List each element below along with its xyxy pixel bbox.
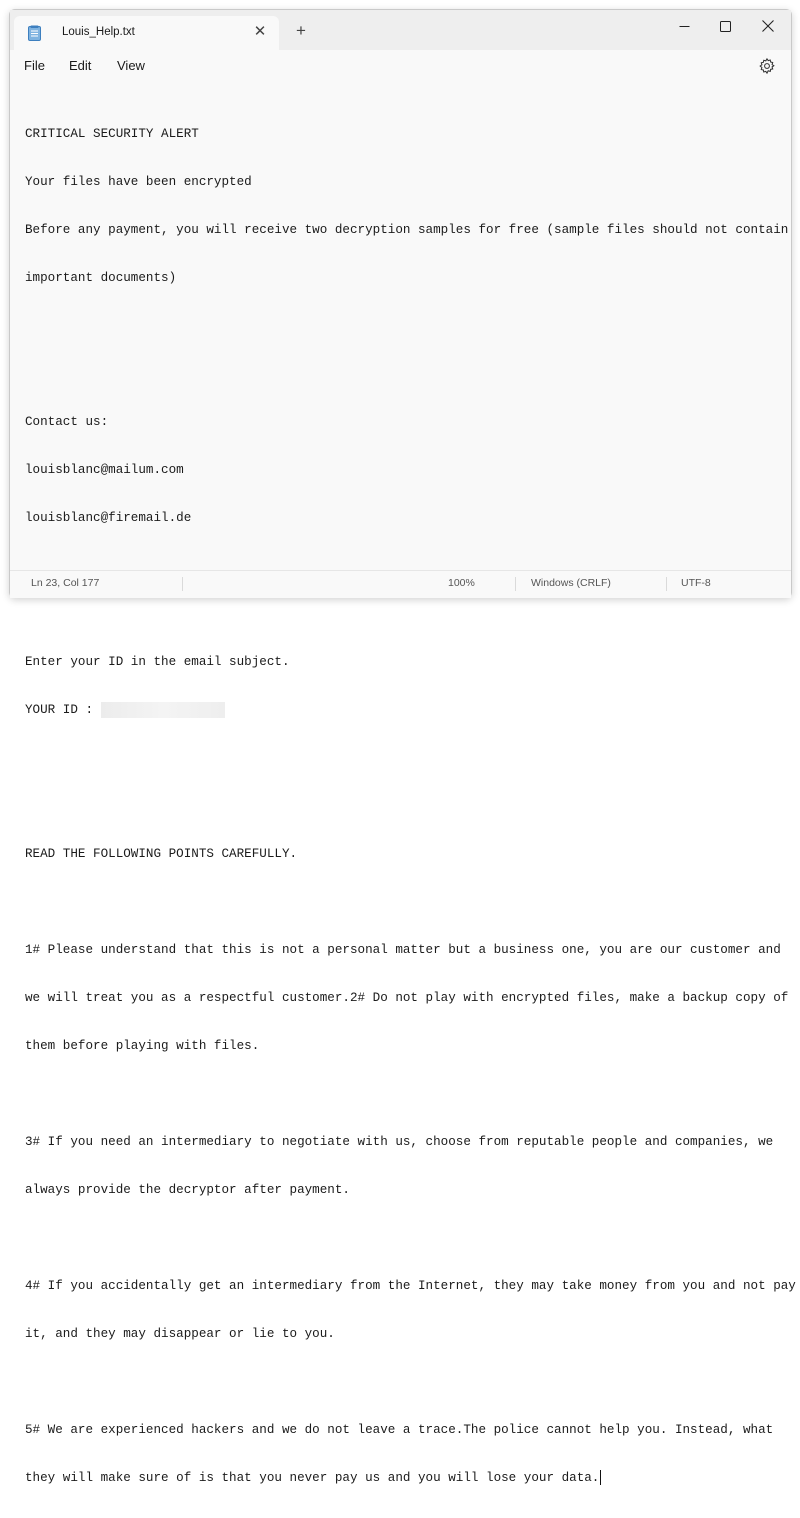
editor-line bbox=[25, 798, 796, 814]
menu-edit[interactable]: Edit bbox=[69, 58, 92, 73]
editor-line: Contact us: bbox=[25, 415, 109, 429]
editor-line: it, and they may disappear or lie to you. bbox=[25, 1327, 335, 1341]
document-tab[interactable] bbox=[14, 16, 279, 50]
zoom-level[interactable]: 100% bbox=[448, 577, 475, 589]
minimize-button[interactable] bbox=[661, 10, 707, 42]
status-divider bbox=[182, 577, 183, 591]
editor-line: louisblanc@firemail.de bbox=[25, 511, 192, 525]
maximize-icon bbox=[720, 21, 731, 32]
menu-file[interactable]: File bbox=[24, 58, 45, 73]
maximize-button[interactable] bbox=[702, 10, 748, 42]
editor-line bbox=[25, 750, 796, 766]
menu-view[interactable]: View bbox=[117, 58, 145, 73]
editor-line: 1# Please understand that this is not a personal matter but a business one, you are our customer and bbox=[25, 943, 781, 957]
editor-line: louisblanc@mailum.com bbox=[25, 463, 184, 477]
editor-line bbox=[25, 1374, 796, 1390]
editor-line: we will treat you as a respectful customer.2# Do not play with encrypted files, make a backup copy of bbox=[25, 991, 789, 1005]
editor-line bbox=[25, 1230, 796, 1246]
text-caret bbox=[600, 1470, 601, 1485]
editor-line: Enter your ID in the email subject. bbox=[25, 655, 290, 669]
id-label: YOUR ID : bbox=[25, 703, 101, 717]
close-icon bbox=[762, 20, 774, 32]
notepad-file-icon bbox=[28, 25, 41, 41]
editor-line: CRITICAL SECURITY ALERT bbox=[25, 127, 199, 141]
editor-line bbox=[25, 366, 796, 382]
editor-line: them before playing with files. bbox=[25, 1039, 260, 1053]
notepad-window bbox=[9, 9, 796, 1485]
editor-line: Your files have been encrypted bbox=[25, 175, 252, 189]
editor-line bbox=[25, 606, 796, 622]
editor-line-last bbox=[25, 1470, 796, 1486]
gear-icon[interactable] bbox=[758, 57, 776, 75]
menu-bar bbox=[10, 50, 791, 82]
editor-line-id bbox=[25, 702, 796, 718]
editor-line: Before any payment, you will receive two decryption samples for free (sample files should not contain bbox=[25, 223, 789, 237]
status-bar bbox=[10, 570, 791, 598]
minimize-icon bbox=[679, 21, 690, 32]
editor-line bbox=[25, 894, 796, 910]
editor-line: 3# If you need an intermediary to negotiate with us, choose from reputable people and companies, we bbox=[25, 1135, 774, 1149]
editor-line: READ THE FOLLOWING POINTS CAREFULLY. bbox=[25, 847, 298, 861]
editor-content bbox=[25, 94, 796, 1518]
editor-line: 4# If you accidentally get an intermediary from the Internet, they may take money from you and not pay bbox=[25, 1279, 796, 1293]
tab-close-icon[interactable]: ✕ bbox=[253, 23, 267, 40]
cursor-position[interactable]: Ln 23, Col 177 bbox=[31, 577, 100, 589]
new-tab-plus-icon[interactable]: + bbox=[296, 21, 306, 40]
status-divider bbox=[515, 577, 516, 591]
editor-line: always provide the decryptor after payment. bbox=[25, 1183, 350, 1197]
editor-line bbox=[25, 1086, 796, 1102]
status-divider bbox=[666, 577, 667, 591]
tab-title: Louis_Help.txt bbox=[62, 26, 135, 38]
line-ending[interactable]: Windows (CRLF) bbox=[531, 577, 611, 589]
title-bar bbox=[10, 10, 791, 50]
redacted-id bbox=[101, 702, 225, 718]
editor-line: 5# We are experienced hackers and we do not leave a trace.The police cannot help you. Instead, what bbox=[25, 1423, 774, 1437]
close-button[interactable] bbox=[745, 10, 791, 42]
editor-line: important documents) bbox=[25, 271, 177, 285]
last-line-text: they will make sure of is that you never pay us and you will lose your data. bbox=[25, 1471, 600, 1485]
editor-line bbox=[25, 318, 796, 334]
encoding[interactable]: UTF-8 bbox=[681, 577, 711, 589]
